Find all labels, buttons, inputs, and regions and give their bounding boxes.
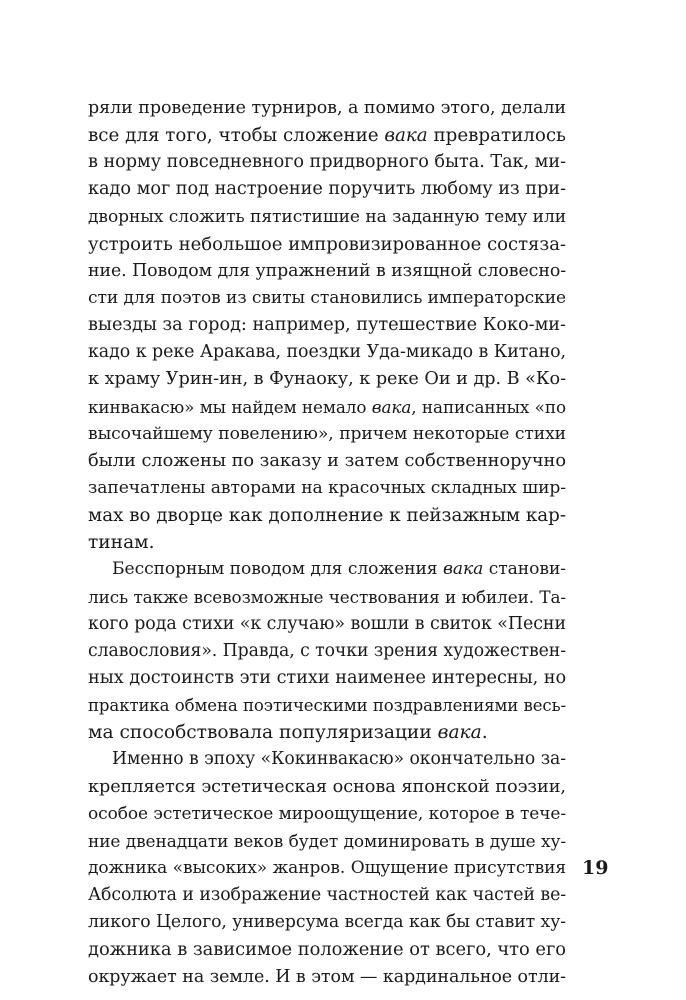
text-line <box>88 285 566 312</box>
page-number: 19 <box>582 857 609 879</box>
text-line <box>88 529 566 556</box>
text-line <box>88 258 566 285</box>
text-line <box>88 936 566 963</box>
text-line <box>88 719 566 746</box>
text-line <box>88 366 566 393</box>
text-line <box>88 312 566 339</box>
text-line <box>88 909 566 936</box>
text-segment: ных достоинств эти стихи наименее интересны, но <box>88 667 567 688</box>
text-line <box>88 692 566 719</box>
text-line <box>88 882 566 909</box>
text-line <box>88 475 566 502</box>
text-segment: лись также всевозможные чествования и юбилеи. Та- <box>88 586 566 607</box>
text-segment: Бесспорным поводом для сложения <box>112 559 443 580</box>
text-segment: Абсолюта и изображение частностей как частей ве- <box>88 885 566 906</box>
text-line <box>88 149 566 176</box>
italic-term: вака <box>384 125 428 147</box>
text-line <box>88 964 566 991</box>
italic-term: вака <box>371 396 412 417</box>
text-segment: к храму Урин-ин, в Фунаоку, к реке Ои и др. В «Ко- <box>88 369 566 390</box>
text-line <box>88 95 566 122</box>
text-segment: запечатлены авторами на красочных складных шир- <box>88 477 566 498</box>
text-line <box>88 638 566 665</box>
text-line <box>88 231 566 258</box>
text-line <box>88 204 566 231</box>
text-segment: . <box>481 722 488 744</box>
text-line <box>88 801 566 828</box>
italic-term: вака <box>437 722 482 744</box>
text-segment: все для того, чтобы сложение <box>88 125 385 147</box>
text-line <box>88 339 566 366</box>
text-segment: кого рода стихи «к случаю» вошли в свиток «Песни <box>88 613 566 634</box>
text-line <box>88 665 566 692</box>
text-segment: кинвакасю» мы найдем немало <box>88 396 372 417</box>
text-line <box>88 855 566 882</box>
body-text <box>88 95 566 991</box>
text-segment: устроить небольшое импровизированное состяза- <box>88 233 566 255</box>
text-line <box>88 746 566 773</box>
text-segment: ние. Поводом для упражнений в изящной словесно- <box>88 260 566 281</box>
text-segment: практика обмена поэтическими поздравлениями весь- <box>88 696 566 716</box>
text-segment: превратилось <box>427 125 566 147</box>
text-segment: , написанных «по <box>411 396 567 417</box>
text-segment: тинам. <box>88 532 155 554</box>
text-segment: кадо к реке Аракава, поездки Уда-микадо в Китано, <box>88 342 566 363</box>
text-line <box>88 122 566 149</box>
text-line <box>88 556 566 583</box>
text-segment: славословия». Правда, с точки зрения художествен- <box>88 640 566 661</box>
text-segment: высочайшему повелению», причем некоторые стихи <box>88 423 566 444</box>
text-segment: ликого Целого, универсума всегда как бы ставит ху- <box>88 912 566 933</box>
text-segment: сти для поэтов из свиты становились императорские <box>88 287 566 308</box>
text-segment: мах во дворце как дополнение к пейзажным кар- <box>88 505 566 527</box>
text-segment: особое эстетическое мироощущение, которое в тече- <box>88 803 566 824</box>
text-segment: дворных сложить пятистишие на заданную тему или <box>88 206 566 227</box>
text-line <box>88 502 566 529</box>
text-line <box>88 828 566 855</box>
text-line <box>88 448 566 475</box>
text-line <box>88 394 566 421</box>
text-line <box>88 611 566 638</box>
text-line <box>88 176 566 203</box>
text-line <box>88 774 566 801</box>
text-segment: Именно в эпоху «Кокинвакасю» окончательно за- <box>112 749 566 770</box>
text-segment: выезды за город: например, путешествие Коко-ми- <box>88 315 566 336</box>
text-line <box>88 584 566 611</box>
text-segment: станови- <box>483 559 566 580</box>
italic-term: вака <box>443 559 484 580</box>
text-segment: ряли проведение турниров, а помимо этого, делали <box>88 98 566 118</box>
text-segment: были сложены по заказу и затем собственноручно <box>88 450 566 471</box>
text-segment: кадо мог под настроение поручить любому из при- <box>88 179 566 200</box>
text-segment: в норму повседневного придворного быта. Так, ми- <box>88 152 566 173</box>
text-segment: дожника «высоких» жанров. Ощущение присутствия <box>88 857 566 878</box>
text-segment: окружает на земле. И в этом — кардинальное отли- <box>88 966 566 987</box>
text-line <box>88 421 566 448</box>
text-segment: ние двенадцати веков будет доминировать в душе ху- <box>88 830 566 851</box>
text-segment: ма способствовала популяризации <box>88 722 438 744</box>
text-segment: дожника в зависимое положение от всего, что его <box>88 939 566 961</box>
text-segment: крепляется эстетическая основа японской поэзии, <box>88 776 566 797</box>
